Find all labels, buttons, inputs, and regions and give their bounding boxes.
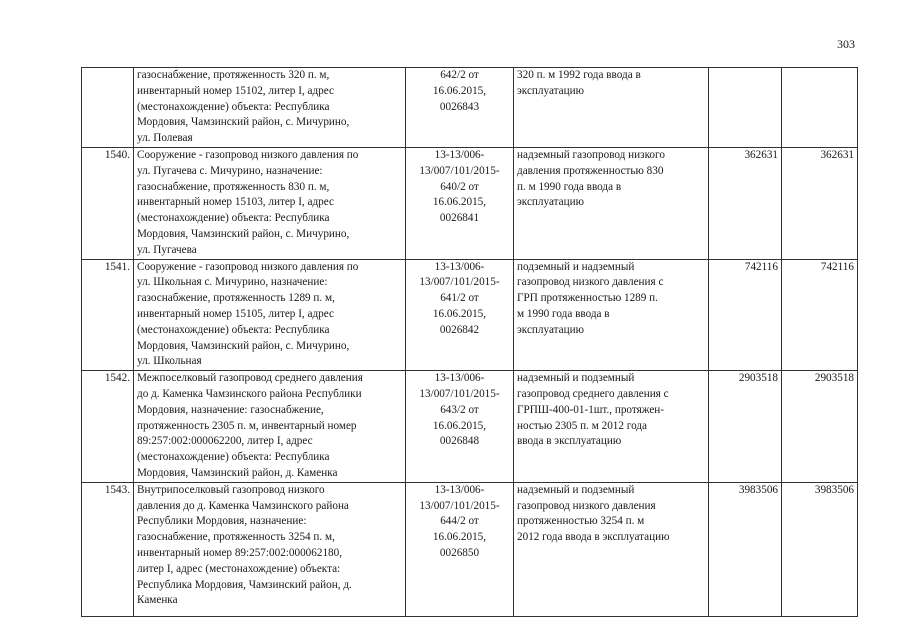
object-description: Сооружение - газопровод низкого давления по ул. Школьная с. Мичурино, назначение: газоснабжение, протяженность 1289 п. м, инвентарный номер 15105, литер I, адрес (местонахождение) объекта: Республика Мордовия, Чамзинский район, с. Мичурино, ул. Школьная [134,259,406,371]
registry-table [81,67,858,617]
residual-value: 3983506 [782,482,858,616]
registration-number: 642/2 от 16.06.2015, 0026843 [406,68,514,148]
registration-number: 13-13/006- 13/007/101/2015- 640/2 от 16.06.2015, 0026841 [406,148,514,260]
table-row [82,68,858,148]
registration-number: 13-13/006- 13/007/101/2015- 641/2 от 16.06.2015, 0026842 [406,259,514,371]
residual-value: 742116 [782,259,858,371]
page-number: 303 [837,37,855,51]
object-characteristics: 320 п. м 1992 года ввода в эксплуатацию [514,68,709,148]
row-number [82,68,134,148]
table-row [82,148,858,260]
book-value: 742116 [709,259,782,371]
row-number: 1543. [82,482,134,616]
table-row [82,371,858,483]
object-characteristics: надземный и подземный газопровод низкого давления протяженностью 3254 п. м 2012 года ввода в эксплуатацию [514,482,709,616]
residual-value: 2903518 [782,371,858,483]
object-characteristics: надземный газопровод низкого давления протяженностью 830 п. м 1990 года ввода в эксплуатацию [514,148,709,260]
registration-number: 13-13/006- 13/007/101/2015- 644/2 от 16.06.2015, 0026850 [406,482,514,616]
object-description: Межпоселковый газопровод среднего давления до д. Каменка Чамзинского района Республики Мордовия, назначение: газоснабжение, протяженность 2305 п. м, инвентарный номер 89:257:002:000062200, литер I, адрес (местонахождение) объекта: Республика Мордовия, Чамзинский район, д. Каменка [134,371,406,483]
registration-number: 13-13/006- 13/007/101/2015- 643/2 от 16.06.2015, 0026848 [406,371,514,483]
row-number: 1541. [82,259,134,371]
book-value [709,68,782,148]
row-number: 1542. [82,371,134,483]
row-number: 1540. [82,148,134,260]
table-row [82,482,858,616]
object-description: Внутрипоселковый газопровод низкого давления до д. Каменка Чамзинского района Республики Мордовия, назначение: газоснабжение, протяженность 3254 п. м, инвентарный номер 89:257:002:000062180, литер I, адрес (местонахождение) объекта: Республика Мордовия, Чамзинский район, д. Каменка [134,482,406,616]
book-value: 362631 [709,148,782,260]
residual-value [782,68,858,148]
object-characteristics: надземный и подземный газопровод среднего давления с ГРПШ-400-01-1шт., протяжен- ностью 2305 п. м 2012 года ввода в эксплуатацию [514,371,709,483]
book-value: 3983506 [709,482,782,616]
table-row [82,259,858,371]
book-value: 2903518 [709,371,782,483]
object-characteristics: подземный и надземный газопровод низкого давления с ГРП протяженностью 1289 п. м 1990 года ввода в эксплуатацию [514,259,709,371]
object-description: газоснабжение, протяженность 320 п. м, инвентарный номер 15102, литер I, адрес (местонахождение) объекта: Республика Мордовия, Чамзинский район, с. Мичурино, ул. Полевая [134,68,406,148]
residual-value: 362631 [782,148,858,260]
object-description: Сооружение - газопровод низкого давления по ул. Пугачева с. Мичурино, назначение: газоснабжение, протяженность 830 п. м, инвентарный номер 15103, литер I, адрес (местонахождение) объекта: Республика Мордовия, Чамзинский район, с. Мичурино, ул. Пугачева [134,148,406,260]
